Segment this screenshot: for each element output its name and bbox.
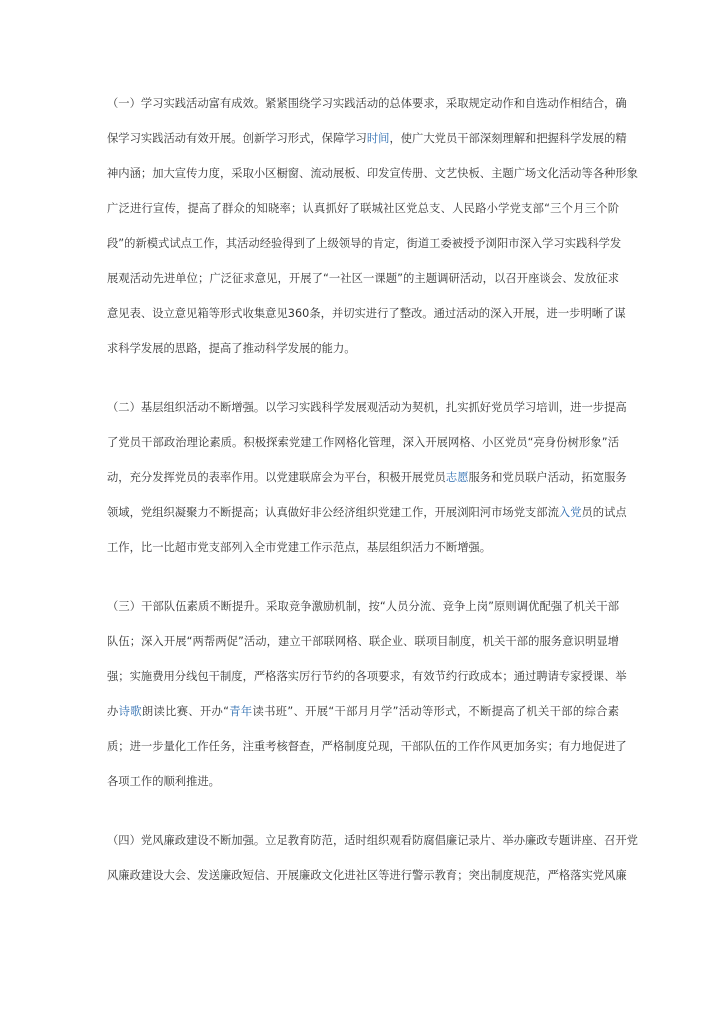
text-segment: 读书班”、开展“干部月月学”活动等形式，不断提高了机关干部的综合素 [252, 705, 619, 718]
text-segment: 质；进一步量化工作任务，注重考核督查，严格制度兑现，干部队伍的工作作风更加务实；有力地促进了 [107, 740, 627, 753]
paragraph [107, 823, 638, 893]
text-segment: 保学习实践活动有效开展。创新学习形式，保障学习 [107, 132, 367, 145]
text-segment: 朗读比赛、开办“ [141, 705, 229, 718]
text-segment: 领域，党组织凝聚力不断提高；认真做好非公经济组织党建工作，开展浏阳河市场党支部流 [107, 506, 559, 519]
text-segment: 办 [107, 705, 119, 718]
text-line [107, 530, 619, 565]
inline-link[interactable]: 入党 [558, 506, 582, 519]
text-segment: 展观活动先进单位；广泛征求意见，开展了“一社区一课题”的主题调研活动，以召开座谈会、发放征求 [107, 272, 619, 285]
text-segment: 工作，比一比超市党支部列入全市党建工作示范点，基层组织活力不断增强。 [107, 541, 492, 554]
text-segment: 各项工作的顺利推进。 [107, 775, 220, 788]
text-line [107, 729, 627, 764]
text-segment: （二）基层组织活动不断增强。以学习实践科学发展观活动为契机，扎实抓好党员学习培训，进一步提高 [107, 401, 627, 414]
text-segment: 员的试点 [581, 506, 627, 519]
text-line [107, 823, 638, 858]
text-segment: 强；实施费用分线包干制度，严格落实厉行节约的各项要求，有效节约行政成本；通过聘请专家授课、举 [107, 670, 627, 683]
text-segment: 服务和党员联户活动，拓宽服务 [468, 471, 627, 484]
text-segment: （三）干部队伍素质不断提升。采取竞争激励机制，按“人员分流、竞争上岗”原则调优配强了机关干部 [107, 600, 619, 613]
text-line [107, 425, 619, 460]
text-line [107, 390, 627, 425]
text-line [107, 694, 619, 729]
text-line [107, 495, 627, 530]
text-line [107, 156, 638, 191]
text-line [107, 86, 627, 121]
text-line [107, 460, 627, 495]
text-line [107, 659, 627, 694]
text-segment: 队伍；深入开展“两帮两促”活动，建立干部联网格、联企业、联项目制度，机关干部的服务意识明显增 [107, 635, 619, 648]
text-segment: 意见表、设立意见箱等形式收集意见360条，并切实进行了整改。通过活动的深入开展，进一步明晰了谋 [107, 307, 626, 320]
inline-link[interactable]: 志愿 [445, 471, 469, 484]
text-line [107, 121, 627, 156]
text-segment: 广泛进行宣传，提高了群众的知晓率；认真抓好了联城社区党总支、人民路小学党支部“三个月三个阶 [107, 202, 619, 215]
text-line [107, 764, 619, 799]
text-line [107, 226, 622, 261]
text-segment: 了党员干部政治理论素质。积极探索党建工作网格化管理，深入开展网格、小区党员“亮身份树形象”活 [107, 436, 619, 449]
text-segment: （四）党风廉政建设不断加强。立足教育防范，适时组织观看防腐倡廉记录片、举办廉政专题讲座、召开党 [107, 834, 638, 847]
inline-link[interactable]: 青年 [228, 705, 253, 718]
text-segment: 神内涵；加大宣传力度，采取小区橱窗、流动展板、印发宣传册、文艺快板、主题广场文化活动等各种形象 [107, 167, 638, 180]
text-line [107, 624, 619, 659]
paragraph [107, 390, 627, 565]
text-segment: （一）学习实践活动富有成效。紧紧围绕学习实践活动的总体要求，采取规定动作和自选动作相结合，确 [107, 97, 627, 110]
text-line [107, 296, 626, 331]
text-line [107, 331, 619, 366]
text-line [107, 261, 619, 296]
text-segment: 段”的新模式试点工作，其活动经验得到了上级领导的肯定，街道工委被授予浏阳市深入学习实践科学发 [107, 237, 622, 250]
paragraph [107, 86, 638, 366]
text-line [107, 858, 627, 893]
paragraph [107, 589, 627, 799]
inline-link[interactable]: 时间 [366, 132, 390, 145]
inline-link[interactable]: 诗歌 [118, 705, 142, 718]
text-segment: 动，充分发挥党员的表率作用。以党建联席会为平台，积极开展党员 [107, 471, 446, 484]
text-line [107, 191, 619, 226]
text-segment: 求科学发展的思路，提高了推动科学发展的能力。 [107, 342, 356, 355]
text-line [107, 589, 619, 624]
text-segment: ，使广大党员干部深刻理解和把握科学发展的精 [389, 132, 627, 145]
text-segment: 风廉政建设大会、发送廉政短信、开展廉政文化进社区等进行警示教育；突出制度规范，严格落实党风廉 [107, 869, 627, 882]
document-body [107, 86, 638, 917]
